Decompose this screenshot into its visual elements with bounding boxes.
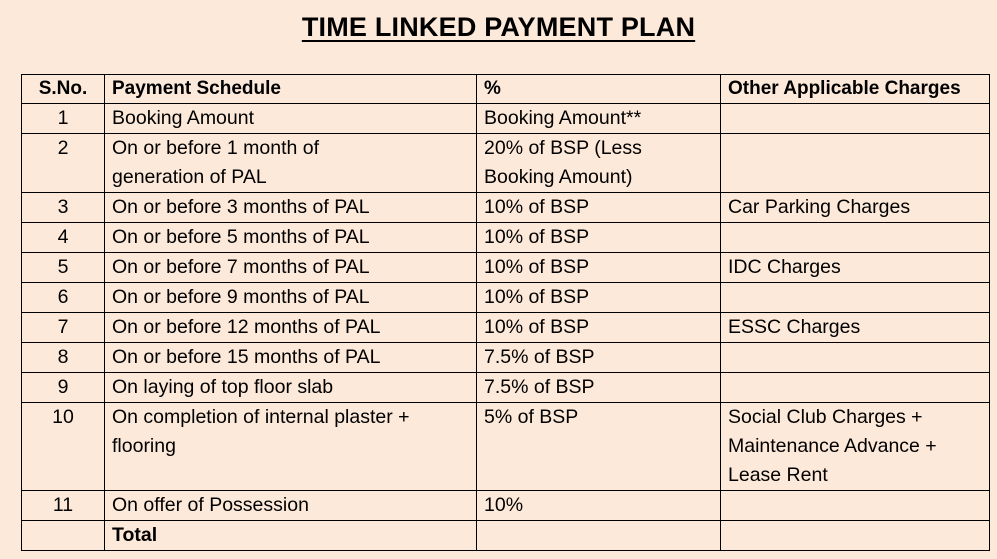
cell-percent: [477, 104, 721, 134]
cell-percent-line: 10%: [484, 494, 524, 516]
cell-percent: [477, 373, 721, 403]
header-payment-schedule: Payment Schedule: [105, 75, 477, 104]
cell-payment-schedule-line: On completion of internal plaster +: [112, 406, 410, 428]
cell-percent: [477, 283, 721, 313]
cell-percent-line: Booking Amount**: [484, 107, 642, 129]
page-title: [0, 12, 997, 43]
cell-total-label: Total: [105, 521, 477, 551]
cell-sno: 6: [22, 283, 105, 313]
cell-other-charges: [721, 193, 990, 223]
page-title-text: TIME LINKED PAYMENT PLAN: [301, 12, 696, 42]
cell-payment-schedule-line: Booking Amount: [112, 107, 255, 129]
cell-other-charges: [721, 223, 990, 253]
cell-payment-schedule: [105, 403, 477, 491]
cell-percent-line: 10% of BSP: [484, 286, 590, 308]
cell-sno: 7: [22, 313, 105, 343]
cell-percent: [477, 253, 721, 283]
cell-percent-line: 20% of BSP (Less: [484, 137, 642, 159]
cell-payment-schedule-line: flooring: [112, 435, 176, 457]
cell-payment-schedule-line: generation of PAL: [112, 166, 267, 188]
cell-sno: 8: [22, 343, 105, 373]
cell-sno: 10: [22, 403, 105, 491]
cell-other-charges: [721, 403, 990, 491]
cell-percent: [477, 491, 721, 521]
cell-percent-line: 10% of BSP: [484, 316, 590, 338]
cell-payment-schedule-line: On or before 12 months of PAL: [112, 316, 381, 338]
cell-payment-schedule: [105, 104, 477, 134]
cell-payment-schedule-line: On or before 7 months of PAL: [112, 256, 370, 278]
cell-other-charges-line: Car Parking Charges: [728, 196, 911, 218]
cell-other-charges: [721, 253, 990, 283]
cell-sno: 3: [22, 193, 105, 223]
cell-payment-schedule: [105, 343, 477, 373]
cell-percent: [477, 134, 721, 193]
cell-other-charges-line: Maintenance Advance +: [728, 435, 937, 457]
table-row: [22, 313, 990, 343]
table-row: [22, 283, 990, 313]
cell-sno: 11: [22, 491, 105, 521]
table-row: [22, 491, 990, 521]
cell-sno: 2: [22, 134, 105, 193]
cell-other-charges: [721, 104, 990, 134]
cell-other-charges: [721, 343, 990, 373]
table-row: [22, 403, 990, 491]
cell-payment-schedule-line: On laying of top floor slab: [112, 376, 334, 398]
cell-percent-line: 7.5% of BSP: [484, 346, 595, 368]
table-row: [22, 223, 990, 253]
table-row: [22, 193, 990, 223]
cell-payment-schedule: [105, 223, 477, 253]
cell-other-charges-line: IDC Charges: [728, 256, 841, 278]
cell-payment-schedule-line: On or before 5 months of PAL: [112, 226, 370, 248]
header-sno: S.No.: [22, 75, 105, 104]
header-percent: %: [477, 75, 721, 104]
cell-percent: [477, 521, 721, 551]
cell-payment-schedule: [105, 491, 477, 521]
cell-other-charges: [721, 521, 990, 551]
cell-payment-schedule-line: On offer of Possession: [112, 494, 309, 516]
cell-percent-line: 10% of BSP: [484, 196, 590, 218]
table-row: [22, 343, 990, 373]
header-other-charges: Other Applicable Charges: [721, 75, 990, 104]
cell-sno: 5: [22, 253, 105, 283]
cell-other-charges: [721, 134, 990, 193]
cell-payment-schedule: [105, 373, 477, 403]
cell-payment-schedule: [105, 193, 477, 223]
cell-sno: [22, 521, 105, 551]
cell-other-charges: [721, 491, 990, 521]
cell-other-charges: [721, 373, 990, 403]
cell-percent: [477, 223, 721, 253]
table-row: [22, 253, 990, 283]
cell-percent-line: 5% of BSP: [484, 406, 579, 428]
cell-percent-line: 10% of BSP: [484, 226, 590, 248]
cell-other-charges-line: Social Club Charges +: [728, 406, 923, 428]
cell-payment-schedule-line: On or before 15 months of PAL: [112, 346, 381, 368]
table-row: [22, 373, 990, 403]
cell-other-charges: [721, 313, 990, 343]
cell-payment-schedule: [105, 313, 477, 343]
cell-percent: [477, 403, 721, 491]
cell-payment-schedule-line: On or before 1 month of: [112, 137, 320, 159]
cell-sno: 4: [22, 223, 105, 253]
cell-percent-line: 7.5% of BSP: [484, 376, 595, 398]
total-row: [22, 521, 990, 551]
cell-payment-schedule-line: On or before 3 months of PAL: [112, 196, 370, 218]
cell-percent-line: Booking Amount): [484, 166, 633, 188]
payment-plan-table: [21, 74, 990, 551]
table-row: [22, 134, 990, 193]
cell-other-charges-line: Lease Rent: [728, 464, 828, 486]
table-row: [22, 104, 990, 134]
cell-sno: 1: [22, 104, 105, 134]
cell-percent-line: 10% of BSP: [484, 256, 590, 278]
cell-payment-schedule: [105, 283, 477, 313]
cell-sno: 9: [22, 373, 105, 403]
table-header-row: [22, 75, 990, 104]
cell-percent: [477, 193, 721, 223]
cell-payment-schedule: [105, 134, 477, 193]
cell-percent: [477, 313, 721, 343]
cell-payment-schedule: [105, 253, 477, 283]
cell-other-charges: [721, 283, 990, 313]
cell-payment-schedule-line: On or before 9 months of PAL: [112, 286, 370, 308]
cell-percent: [477, 343, 721, 373]
cell-other-charges-line: ESSC Charges: [728, 316, 861, 338]
table-body: [22, 104, 990, 551]
